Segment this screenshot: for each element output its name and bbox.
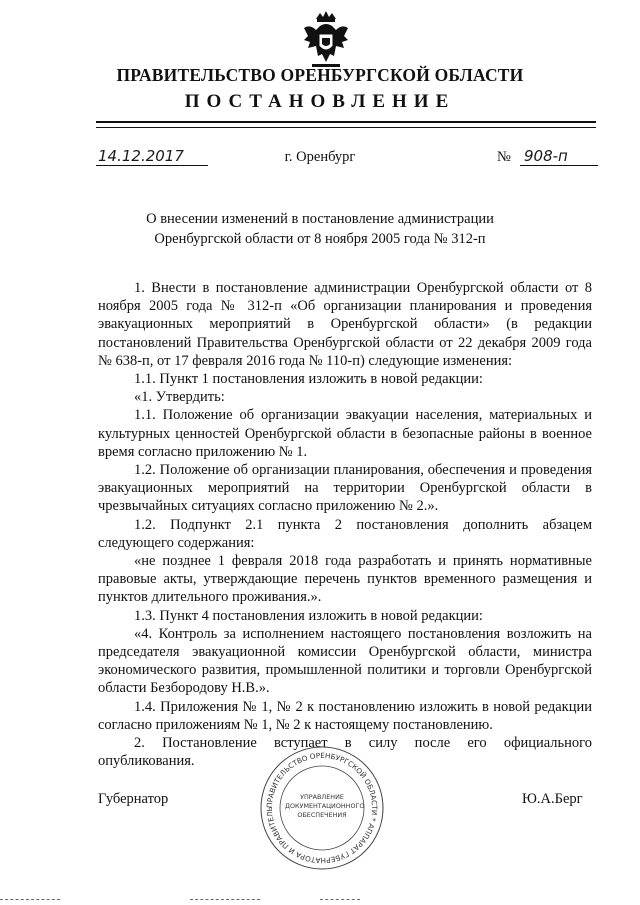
document-date: 14.12.2017 — [96, 147, 208, 166]
header-rule-thick — [96, 121, 596, 123]
paragraph-1: 1. Внести в постановление администрации Оренбургской области от 8 ноября 2005 года № 312-п «Об организации планирования и проведения эвакуационных мероприятий в Оренбургской области» (в редакции постановлений Правительства Оренбургской области от 22 декабря 2009 года № 638-п, от 17 февраля 2016 года № 110-п) следующие изменения: — [98, 280, 592, 369]
paragraph-1-2: 1.2. Подпункт 2.1 пункта 2 постановления дополнить абзацем следующего содержания: — [98, 516, 592, 551]
footer-mark — [0, 899, 60, 900]
stamp-line-3: ОБЕСПЕЧЕНИЯ — [297, 811, 347, 819]
paragraph-1-3: 1.3. Пункт 4 постановления изложить в новой редакции: — [134, 607, 483, 624]
stamp-line-1: УПРАВЛЕНИЕ — [300, 793, 344, 801]
decree-body — [98, 279, 592, 770]
document-type: ПОСТАНОВЛЕНИЕ — [184, 91, 456, 112]
paragraph-1-4: 1.4. Приложения № 1, № 2 к постановлению изложить в новой редакции согласно приложениям № 1, № 2 к настоящему постановлению. — [98, 698, 592, 733]
paragraph-2: 2. Постановление вступает в силу после его официального опубликования. — [98, 735, 592, 770]
subject-line-2: Оренбургской области от 8 ноября 2005 года № 312-п — [154, 231, 486, 247]
header-rule-thin — [96, 127, 596, 128]
signatory-name: Ю.А.Берг — [522, 791, 583, 807]
signatory-title: Губернатор — [98, 791, 169, 807]
stamp-ring-text: ПРАВИТЕЛЬСТВО ОРЕНБУРГСКОЙ ОБЛАСТИ * АППАРАТ ГУБЕРНАТОРА И ПРАВИТЕЛЬ — [264, 750, 380, 866]
paragraph-quote-deadline: «не позднее 1 февраля 2018 года разработать и принять нормативные правовые акты, утверждающие перечень пунктов временного размещения и пунктов длительного проживания.». — [98, 553, 592, 606]
paragraph-quote-4: «4. Контроль за исполнением настоящего постановления возложить на председателя эвакуационной комиссии Оренбургской области, министра экономического развития, промышленной политики и торговли Оренбургской области Безбородову Н.В.». — [98, 625, 592, 697]
document-number-label: № — [497, 149, 511, 165]
subject-line-1: О внесении изменений в постановление администрации — [146, 211, 494, 227]
document-number: 908-п — [520, 147, 598, 166]
footer-mark — [320, 899, 360, 900]
paragraph-quote-start: «1. Утвердить: — [134, 389, 225, 406]
paragraph-quote-1-1: 1.1. Положение об организации эвакуации населения, материальных и культурных ценностей Оренбургской области в безопасные районы в военное время согласно приложению № 1. — [98, 407, 592, 460]
document-city: г. Оренбург — [284, 149, 356, 165]
stamp-line-2: ДОКУМЕНТАЦИОННОГО — [285, 802, 365, 810]
footer-mark — [190, 899, 260, 900]
coat-of-arms-icon — [300, 10, 352, 70]
paragraph-1-1: 1.1. Пункт 1 постановления изложить в новой редакции: — [134, 371, 483, 388]
official-stamp — [259, 745, 385, 871]
government-title: ПРАВИТЕЛЬСТВО ОРЕНБУРГСКОЙ ОБЛАСТИ — [116, 65, 524, 85]
stamp-center — [285, 793, 365, 820]
paragraph-quote-1-2: 1.2. Положение об организации планирования, обеспечения и проведения эвакуационных мероприятий на территории Оренбургской области в чрезвычайных ситуациях согласно приложению № 2.». — [98, 462, 592, 515]
